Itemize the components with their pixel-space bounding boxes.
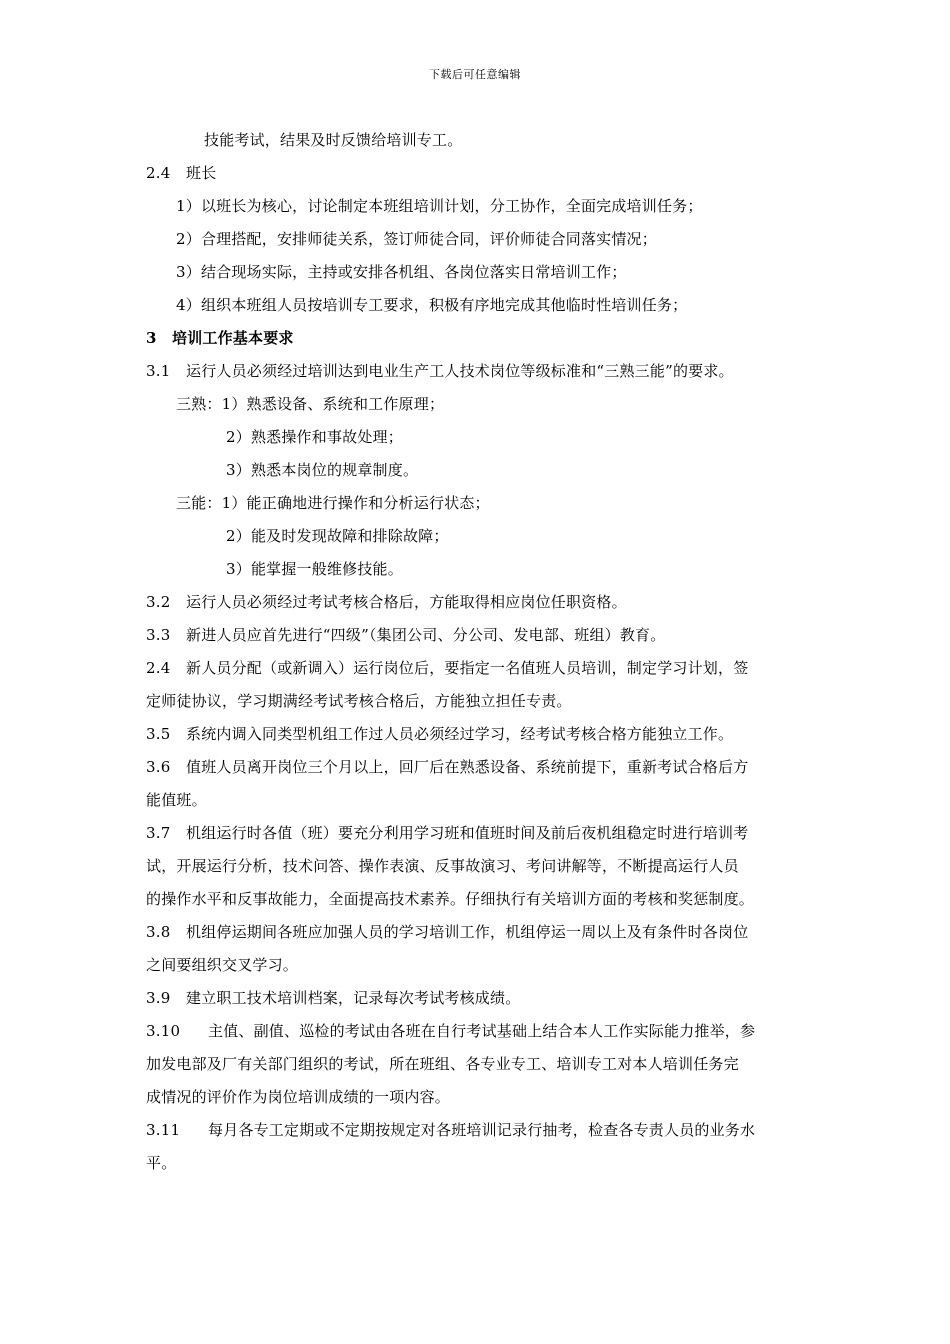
section-number: 3.5 bbox=[146, 725, 171, 743]
text-line bbox=[146, 784, 806, 817]
line-text: 三能：1）能正确地进行操作和分析运行状态； bbox=[176, 494, 490, 512]
line-text: 1）以班长为核心，讨论制定本班组培训计划，分工协作，全面完成培训任务； bbox=[176, 197, 703, 215]
line-text: 的操作水平和反事故能力，全面提高技术素养。仔细执行有关培训方面的考核和奖惩制度。 bbox=[146, 890, 755, 908]
section-number: 3.7 bbox=[146, 824, 171, 842]
line-text: 班长 bbox=[186, 164, 217, 182]
line-text: 2）能及时发现故障和排除故障； bbox=[226, 527, 449, 545]
text-line bbox=[146, 817, 806, 850]
line-text: 3）结合现场实际，主持或安排各机组、各岗位落实日常培训工作； bbox=[176, 263, 627, 281]
line-text: 定师徒协议，学习期满经考试考核合格后，方能独立担任专责。 bbox=[146, 692, 572, 710]
line-text: 技能考试，结果及时反馈给培训专工。 bbox=[204, 131, 463, 149]
line-text: 2）合理搭配，安排师徒关系，签订师徒合同，评价师徒合同落实情况； bbox=[176, 230, 657, 248]
section-number: 3.10 bbox=[146, 1022, 181, 1040]
text-line bbox=[146, 1048, 806, 1081]
text-line bbox=[146, 553, 806, 586]
text-line bbox=[146, 1114, 806, 1147]
text-line bbox=[146, 685, 806, 718]
text-line bbox=[146, 982, 806, 1015]
line-text: 运行人员必须经过培训达到电业生产工人技术岗位等级标准和“三熟三能”的要求。 bbox=[186, 362, 734, 380]
text-line bbox=[146, 487, 806, 520]
text-line bbox=[146, 520, 806, 553]
text-line bbox=[146, 421, 806, 454]
line-text: 值班人员离开岗位三个月以上，回厂后在熟悉设备、系统前提下，重新考试合格后方 bbox=[186, 758, 749, 776]
line-text: 之间要组织交叉学习。 bbox=[146, 956, 299, 974]
line-text: 平。 bbox=[146, 1154, 177, 1172]
line-text: 加发电部及厂有关部门组织的考试，所在班组、各专业专工、培训专工对本人培训任务完 bbox=[146, 1055, 739, 1073]
line-text: 4）组织本班组人员按培训专工要求，积极有序地完成其他临时性培训任务； bbox=[176, 296, 688, 314]
text-line bbox=[146, 883, 806, 916]
text-line bbox=[146, 388, 806, 421]
line-text: 机组停运期间各班应加强人员的学习培训工作，机组停运一周以上及有条件时各岗位 bbox=[186, 923, 749, 941]
document-body bbox=[146, 124, 806, 1180]
line-text: 能值班。 bbox=[146, 791, 207, 809]
text-line bbox=[146, 157, 806, 190]
line-text: 机组运行时各值（班）要充分利用学习班和值班时间及前后夜机组稳定时进行培训考 bbox=[186, 824, 749, 842]
text-line bbox=[146, 586, 806, 619]
line-text: 系统内调入同类型机组工作过人员必须经过学习，经考试考核合格方能独立工作。 bbox=[186, 725, 734, 743]
line-text: 3）能掌握一般维修技能。 bbox=[226, 560, 403, 578]
text-line bbox=[146, 190, 806, 223]
section-number: 3.9 bbox=[146, 989, 171, 1007]
section-number: 2.4 bbox=[146, 164, 171, 182]
line-text: 运行人员必须经过考试考核合格后，方能取得相应岗位任职资格。 bbox=[186, 593, 627, 611]
page-header: 下载后可任意编辑 bbox=[429, 68, 521, 81]
line-text: 主值、副值、巡检的考试由各班在自行考试基础上结合本人工作实际能力推举，参 bbox=[208, 1022, 756, 1040]
line-text: 3）熟悉本岗位的规章制度。 bbox=[226, 461, 419, 479]
line-text: 成情况的评价作为岗位培训成绩的一项内容。 bbox=[146, 1088, 451, 1106]
section-number: 3.8 bbox=[146, 923, 171, 941]
text-line bbox=[146, 850, 806, 883]
section-number: 3.2 bbox=[146, 593, 171, 611]
text-line bbox=[146, 619, 806, 652]
text-line bbox=[146, 949, 806, 982]
text-line bbox=[146, 916, 806, 949]
section-number: 3.3 bbox=[146, 626, 171, 644]
text-line bbox=[146, 355, 806, 388]
text-line bbox=[146, 289, 806, 322]
line-text: 试，开展运行分析，技术问答、操作表演、反事故演习、考问讲解等，不断提高运行人员 bbox=[146, 857, 739, 875]
text-line bbox=[146, 1081, 806, 1114]
text-line bbox=[146, 322, 806, 355]
section-number: 3.6 bbox=[146, 758, 171, 776]
text-line bbox=[146, 751, 806, 784]
text-line bbox=[146, 124, 806, 157]
text-line bbox=[146, 718, 806, 751]
text-line bbox=[146, 1015, 806, 1048]
text-line bbox=[146, 1147, 806, 1180]
line-text: 新进人员应首先进行“四级”（集团公司、分公司、发电部、班组）教育。 bbox=[186, 626, 666, 644]
section-number: 3.11 bbox=[146, 1121, 181, 1139]
line-text: 建立职工技术培训档案，记录每次考试考核成绩。 bbox=[186, 989, 521, 1007]
line-text: 三熟：1）熟悉设备、系统和工作原理； bbox=[176, 395, 445, 413]
text-line bbox=[146, 223, 806, 256]
text-line bbox=[146, 652, 806, 685]
line-text: 2）熟悉操作和事故处理； bbox=[226, 428, 403, 446]
line-text: 培训工作基本要求 bbox=[172, 329, 294, 347]
text-line bbox=[146, 256, 806, 289]
section-number: 3.1 bbox=[146, 362, 171, 380]
section-number: 2.4 bbox=[146, 659, 171, 677]
text-line bbox=[146, 454, 806, 487]
line-text: 每月各专工定期或不定期按规定对各班培训记录行抽考，检查各专责人员的业务水 bbox=[208, 1121, 756, 1139]
line-text: 新人员分配（或新调入）运行岗位后，要指定一名值班人员培训，制定学习计划，签 bbox=[186, 659, 749, 677]
section-number: 3 bbox=[146, 329, 157, 347]
